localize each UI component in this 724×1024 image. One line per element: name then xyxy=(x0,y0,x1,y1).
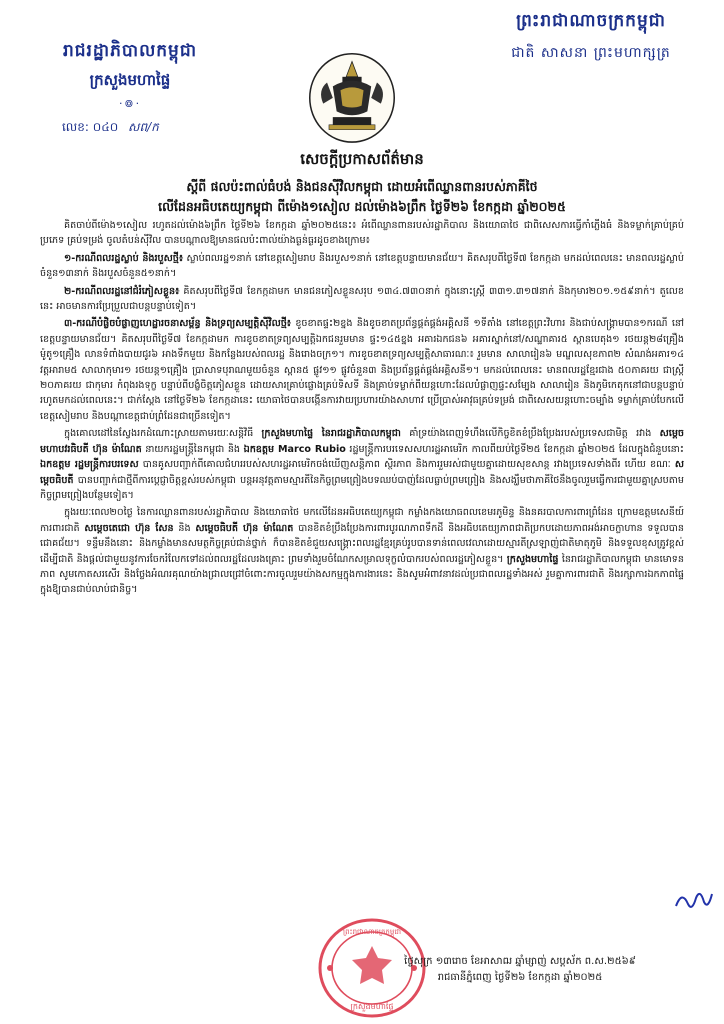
royal-emblem-icon xyxy=(304,48,400,144)
diplomacy-prime-minister: សម្តេចមហាបវរធិបតី ហ៊ុន ម៉ាណែត xyxy=(40,428,684,455)
signature-mark-icon xyxy=(672,886,716,914)
title-subject-cont: លើដែនអធិបតេយ្យកម្ពុជា ពីម៉ោង១សៀល ដល់ម៉ោង៦ព្រឹក ថ្ងៃទី២៦ ខែកក្កដា ឆ្នាំ២០២៥ xyxy=(158,199,566,214)
ministry-header xyxy=(40,40,220,137)
diplomacy-text-e: នាយករដ្ឋមន្ត្រីនៃកម្ពុជា និង xyxy=(145,443,241,455)
document-title xyxy=(36,150,688,216)
gratitude-text-a: ក្នុងរយៈពេល២០ថ្ងៃ នៃការឈ្លានពានរបស់រដ្ឋាភិបាល និងយោធាថៃ មកលើដែនអធិបតេយ្យកម្ពុជា កម្លាំងកងយោធពលខេមរភូមិន្ទ និងនគរបាលការពារព្រំដែន ក្រោមឧត្តមសេនីយ៍ការពារជាតិ xyxy=(40,507,684,534)
title-main: សេចក្តីប្រកាសព័ត៌មាន xyxy=(300,150,424,168)
paragraph-intro: គិតចាប់ពីម៉ោង១សៀល រហូតដល់ម៉ោង៦ព្រឹក ថ្ងៃទី២៦ ខែកក្កដា ឆ្នាំ២០២៥នេះ៖ អំពើឈ្លានពានរបស់រដ្ឋាភិបាល និងយោធាថៃ ជាពិសេសការធ្វើកាំភ្លើងធំ និងទម្លាក់គ្រាប់គ្រប់ប្រភេទ គ្រប់ទម្រង់ ចូលតំបន់ស៊ីវិល បានបណ្តាលឱ្យមានផលប៉ះពាល់យ៉ាងធ្ងន់ធ្ងរដូចខាងក្រោម៖ xyxy=(40,220,684,247)
casualties-text: ស្លាប់ពលរដ្ឋ១នាក់ នៅខេត្តសៀមរាប និងរបួស១នាក់ នៅខេត្តបន្ទាយមានជ័យ។ គិតសរុបពីថ្ងៃទី៧ ខែកក្កដា មកដល់ពេលនេះ មានពលរដ្ឋស្លាប់ចំនួន១៣នាក់ និងរបួសចំនួន៥១នាក់។ xyxy=(40,252,684,280)
displaced-text: គិតសរុបពីថ្ងៃទី៧ ខែកក្កដាមក មានជនភៀសខ្លួនសរុប ១៣៤.៧៣០នាក់ ក្នុងនោះស្ត្រី ៣៣១.៣១៧នាក់ និងកុមារ២០១.១៥៩នាក់។ តួលេខនេះ អាចមានការប្រែប្រួលជាបន្តបន្ទាប់ទៀត។ xyxy=(40,285,684,313)
diplomacy-secretary-title: ឯកឧត្តម រដ្ឋមន្ត្រីការបរទេស xyxy=(40,459,139,471)
issue-date xyxy=(360,954,680,986)
paragraph-damage xyxy=(40,316,684,424)
gratitude-ministry: ក្រសួងមហាផ្ទៃ xyxy=(506,553,559,565)
gratitude-text-g: នៃរាជរដ្ឋាភិបាលកម្ពុជា មានមោទនភាព សូមកោតសរសើរ និងថ្លែងអំណរគុណយ៉ាងជ្រាលជ្រៅចំពោះការចូលរួមយ៉ាងសកម្មក្នុងការងារនេះ និងសូមអំពាវនាវដល់ប្រជាពលរដ្ឋទាំងអស់ រួមគ្នាការពារជាតិ និងរក្សាការឯកភាពផ្ទៃក្នុងឱ្យបានជាប់លាប់ជានិច្ច។ xyxy=(40,553,684,596)
casualties-heading: ១-ករណីពលរដ្ឋស្លាប់ និងរបួសថ្មី៖ xyxy=(64,252,184,264)
document-body xyxy=(40,218,684,958)
paragraph-displaced xyxy=(40,284,684,315)
seal-inner-text: ព្រះរាជាណាចក្រកម្ពុជា xyxy=(342,928,402,936)
diplomacy-text-i: បានគូសបញ្ជាក់ពីគោលជំហររបស់សហរដ្ឋអាមេរិកចង់ឃើញសន្តិភាព ស្ថិរភាព និងការរួមរស់ជាមួយគ្នាដោយសុខសាន្ត រវាងប្រទេសទាំងពីរ ហើយ ខណៈ xyxy=(142,459,671,471)
ornament-divider: ·៙· xyxy=(118,97,142,110)
ministry-name: ក្រសួងមហាផ្ទៃ xyxy=(89,71,171,89)
gratitude-text-c: និង xyxy=(178,522,191,534)
gratitude-hun-sen: សម្តេចតេជោ ហ៊ុន សែន xyxy=(84,522,174,534)
reference-handwritten: សព/ក xyxy=(128,120,159,134)
diplomacy-text-a: ក្នុងគោលដៅនៃស្វែងរកដំណោះស្រាយតាមរយៈសន្តិវិធី xyxy=(64,428,254,440)
paragraph-casualties xyxy=(40,251,684,282)
gratitude-hun-manet: សម្តេចធិបតី ហ៊ុន ម៉ាណែត xyxy=(195,522,294,534)
paragraph-gratitude xyxy=(40,505,684,597)
solar-date: រាជធានីភ្នំពេញ ថ្ងៃទី២៦ ខែកក្កដា ឆ្នាំ២០២៥ xyxy=(437,972,603,983)
lunar-date: ថ្ងៃសុក្រ ១៣រោច ខែអាសាឍ ឆ្នាំម្សាញ់ សប្តស័ក ព.ស.២៥៦៩ xyxy=(404,956,636,967)
damage-text: ខូចខាតផ្ទះ២ខ្នង និងខូចខាតប្រព័ន្ធផ្គត់ផ្គង់អគ្គិសនី ១ទីតាំង នៅខេត្តព្រះវិហារ និងជាប់សង្គ្រាមបាន១ករណី នៅខេត្តបន្ទាយមានជ័យ។ គិតសរុបពីថ្ងៃទី៧ ខែកក្កដាមក ការខូចខាតទ្រព្យសម្បត្តិឯកជនរួមមាន ផ្ទះ១៤៥ខ្នង អគារឯកជន៦ អគារស្នាក់នៅ/សណ្ឋាគារ៥ ស្ពានបេតុង១ រថយន្ត២៨គ្រឿង ម៉ូតូ១គ្រឿង លានទំពាំងបាយជូរ៦ អាងទឹកមួយ និងកន្លែងរបស់ពលរដ្ឋ និងរោងចក្រ១។ ការខូចខាតទ្រព្យសម្បត្តិសាធារណៈ៖ រួមមាន សាលារៀន៦ មណ្ឌលសុខភាព២ សំណង់អគារ១៤ វត្តអារាម៥ សាលាកុមារ១ រថយន្ត១គ្រឿង ប្រាសាទបុរាណមួយចំនួន ស្ពាន៥ ផ្លូវ១១ ផ្លូវចំនួន៣ និងប្រព័ន្ធផ្គត់ផ្គង់អគ្គិសនី១។ មកដល់ពេលនេះ មានពលរដ្ឋខ្មែរជាង ៥០ភាគរយ ជាស្ត្រី ២០ភាគរយ ជាកុមារ កំពុងរងទុក្ខ បន្ទាប់ពីបង្ខំចិត្តភៀសខ្លួន ដោយសារគ្រាប់ផ្លោងគ្រប់ទិសទី និងគ្រាប់ទម្លាក់ពីយន្តហោះដែលបំផ្លាញផ្ទះសម្បែង សាលារៀន និងភូមិកេតុកនៅជាបន្តបន្ទាប់រហូតមកដល់ពេលនេះ។ ជាក់ស្តែង នៅថ្ងៃទី២៦ ខែកក្កដានេះ យោធាថៃបានបង្កើនការវាយប្រហារយ៉ាងសាហាវ ប្រើប្រាស់អាវុធគ្រប់ទម្រង់ ជាពិសេសយន្តហោះចម្បាំង ទម្លាក់គ្រាប់បែកលើខេត្តសៀមរាប និងបណ្តាខេត្តជាប់ព្រំដែនជាច្រើនទៀត។ xyxy=(40,318,684,422)
national-motto: ជាតិ សាសនា ព្រះមហាក្សត្រ xyxy=(511,45,671,61)
damage-heading: ៣-ករណីបំផ្លិចបំផ្លាញហេដ្ឋារចនាសម្ព័ន្ធ និងទ្រព្យសម្បត្តិស៊ីវិលថ្មី៖ xyxy=(64,318,292,330)
diplomacy-text-g: រដ្ឋមន្ត្រីការបរទេសសហរដ្ឋអាមេរិក កាលពីយប់ថ្ងៃទី២៥ ខែកក្កដា ឆ្នាំ២០២៥ ដែលក្នុងជំនួបនោះ xyxy=(349,443,684,455)
diplomacy-text-c: គាំទ្រយ៉ាងពេញទំហឹងលើកិច្ចខិតខំប្រឹងប្រែងរបស់ប្រទេសជាមិត្ត រវាង xyxy=(409,428,652,440)
government-name: រាជរដ្ឋាភិបាលកម្ពុជា xyxy=(62,41,198,61)
reference-number xyxy=(40,119,220,137)
kingdom-header xyxy=(486,10,696,64)
gratitude-text-e: បានខិតខំប្រឹងប្រែងការពារបូរណភាពទឹកដី និងអធិបតេយ្យភាពជាតិប្រកបដោយភាពអង់អាចក្លាហាន ទទួលបានជោគជ័យ។ ទន្ទឹមនឹងនោះ និងកម្លាំងមានសមត្ថកិច្ចគ្រប់ជាន់ថ្នាក់ ក៏បានខិតខំជួយសង្គ្រោះពលរដ្ឋខ្មែរគ្រប់រូបបានទាន់ពេលវេលាដោយស្មារតីស្រឡាញ់ជាតិមាតុភូមិ និងទទួលខុសត្រូវខ្ពស់ ដើម្បីជាតិ និងផ្តល់ជាមួយនូវការចែករំលែកទៅដល់ពលរដ្ឋដែលរងគ្រោះ ព្រមទាំងរួមចំណែកសម្រាលទុក្ខលំបាករបស់ពលរដ្ឋភៀសខ្លួន។ xyxy=(40,522,684,565)
title-subject: ស្តីពី ផលប៉ះពាល់ធំបង់ និងជនស៊ីវិលកម្ពុជា ដោយអំពើឈ្លានពានរបស់ភាគីថៃ xyxy=(186,179,538,194)
seal-outer-text: ក្រសួងមហាផ្ទៃ xyxy=(350,1002,394,1011)
diplomacy-us-secretary: ឯកឧត្តម Marco Rubio xyxy=(243,443,346,455)
paragraph-diplomacy xyxy=(40,426,684,503)
kingdom-name: ព្រះរាជាណាចក្រកម្ពុជា xyxy=(516,11,666,31)
diplomacy-text-k: បានបញ្ជាក់ជាថ្មីពីការប្តេជ្ញាចិត្តខ្ពស់របស់កម្ពុជា បន្តអនុវត្តតាមស្មារតីនៃកិច្ចព្រមព្រៀងបទឈប់បាញ់ដែលធ្លាប់ព្រមព្រៀង និងសង្ឃឹមថាភាគីថៃនឹងចូលរួមធ្វើការជាមួយគ្នាស្របតាមកិច្ចព្រមព្រៀងបន្ថែមទៀត។ xyxy=(40,474,684,501)
displaced-heading: ២-ករណីពលរដ្ឋនៅជំរំភៀសខ្លួន៖ xyxy=(64,285,180,297)
reference-label: លេខ: ០៤០ xyxy=(62,120,119,134)
diplomacy-samdech: សម្តេចធិបតី xyxy=(40,459,684,486)
diplomacy-ministry: ក្រសួងមហាផ្ទៃ នៃរាជរដ្ឋាភិបាលកម្ពុជា xyxy=(261,428,401,440)
